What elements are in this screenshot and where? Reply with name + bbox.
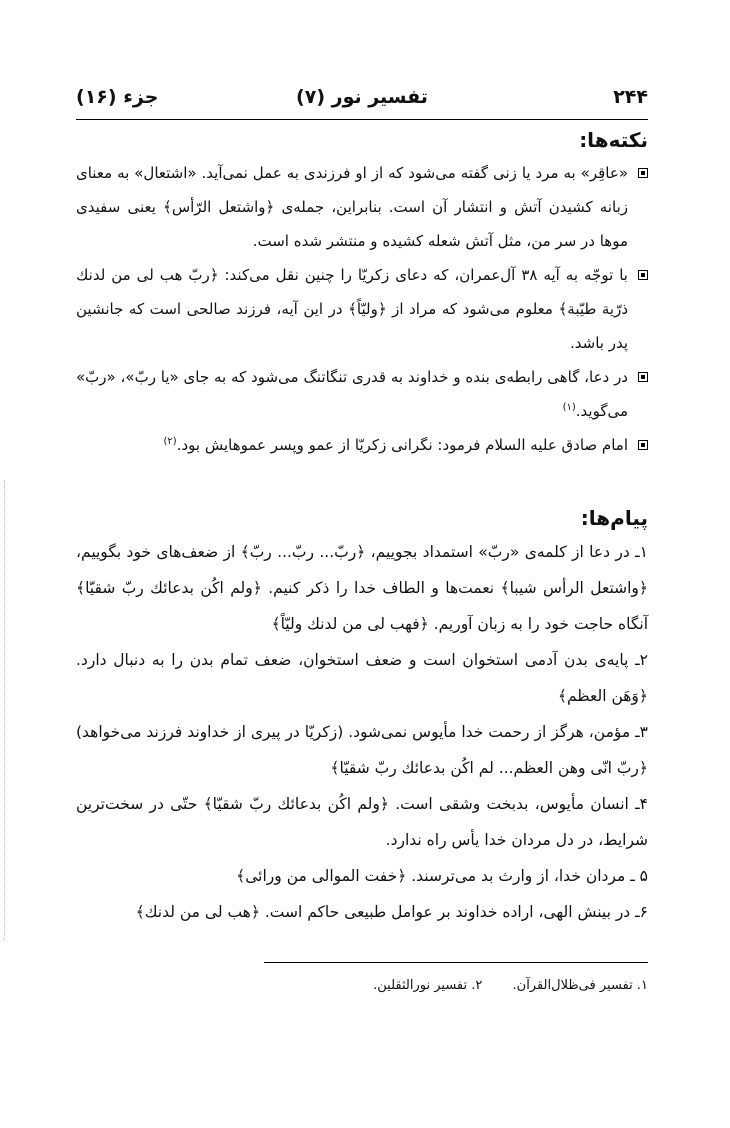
part-label: جزء (۱۶) <box>76 86 159 108</box>
nokteha-heading: نکته‌ها: <box>579 128 648 152</box>
running-header <box>76 84 648 114</box>
footnote-rule <box>264 962 648 963</box>
footnote-ref: (۲) <box>163 436 177 447</box>
payam-item: ۶ـ در بینش الهی، اراده خداوند بر عوامل طبیعی حاکم است. ﴿هب لی من لدنك﴾ <box>135 903 648 921</box>
payam-item: ۵ ـ مردان خدا، از وارث بد می‌ترسند. ﴿خفت الموالی من ورائی﴾ <box>236 867 648 885</box>
payamha-section <box>76 506 648 930</box>
nokte-item: با توجّه به آیه ۳۸ آل‌عمران، که دعای زکریّا را چنین نقل می‌کند: ﴿ربّ هب لی من لدنك ذرّیة طیّبة﴾ معلوم می‌شود که مراد از ﴿ولیّاً﴾ در این آیه، فرزند صالحی است که جانشین پدر باشد. <box>76 258 648 360</box>
payam-item: ۳ـ مؤمن، هرگز از رحمت خدا مأیوس نمی‌شود. (زکریّا در پیری از خداوند فرزند می‌خواهد) ﴿ربّ انّی وهن العظم... لم اکُن بدعائك ربّ شقیّا﴾ <box>76 723 648 777</box>
page-number: ۲۴۴ <box>613 86 648 108</box>
book-title: تفسیر نور (۷) <box>296 86 428 108</box>
square-bullet-icon <box>638 440 648 450</box>
nokte-item: «عاقِر» به مرد یا زنی گفته می‌شود که از او فرزندی به عمل نمی‌آید. «اشتعال» به معنای زبانه کشیدن آتش و انتشار آن است. بنابراین، جمله‌ی ﴿واشتعل الرّأس﴾ یعنی سفیدی موها در سر من، مثل آتش شعله کشیده و منتشر شده است. <box>76 156 648 258</box>
footnote-2: ۲. تفسیر نورالثقلین. <box>373 978 483 993</box>
square-bullet-icon <box>638 168 648 178</box>
square-bullet-icon <box>638 270 648 280</box>
footnotes <box>347 978 648 993</box>
payamha-heading: پیام‌ها: <box>580 506 648 530</box>
square-bullet-icon <box>638 372 648 382</box>
nokteha-section <box>76 128 648 462</box>
nokte-item: امام صادق علیه السلام فرمود: نگرانی زکریّا از عمو وپسر عموهایش بود.$^{(۲)}$ <box>76 428 648 462</box>
footnote-ref: (۱) <box>562 402 576 413</box>
nokte-item: در دعا، گاهی رابطه‌ی بنده و خداوند به قدری تنگاتنگ می‌شود که به جای «یا ربّ»، «ربّ» می‌گوید.$^{(۱)}$ <box>76 360 648 428</box>
scan-margin-marks <box>4 480 7 940</box>
payam-item: ۴ـ انسان مأیوس، بدبخت وشقی است. ﴿ولم اکُن بدعائك ربّ شقیّا﴾ حتّی در سخت‌ترین شرایط، در دل مردان خدا یأس راه ندارد. <box>76 795 648 849</box>
payam-item: ۲ـ پایه‌ی بدن آدمی استخوان است و ضعف استخوان، ضعف تمام بدن را به دنبال دارد. ﴿وَهَن العظم﴾ <box>76 651 648 705</box>
payam-item: ۱ـ در دعا از کلمه‌ی «ربّ» استمداد بجوییم، ﴿ربّ... ربّ... ربّ﴾ از ضعف‌های خود بگوییم، ﴿واشتعل الرأس شیبا﴾ نعمت‌ها و الطاف خدا را ذکر کنیم. ﴿ولم اکُن بدعائك ربّ شقیّا﴾ آنگاه حاجت خود را به زبان آوریم. ﴿فهب لی من لدنك ولیّاً﴾ <box>76 543 648 633</box>
header-rule <box>76 119 648 120</box>
footnote-1: ۱. تفسیر فی‌ظلال‌القرآن. <box>512 978 648 993</box>
